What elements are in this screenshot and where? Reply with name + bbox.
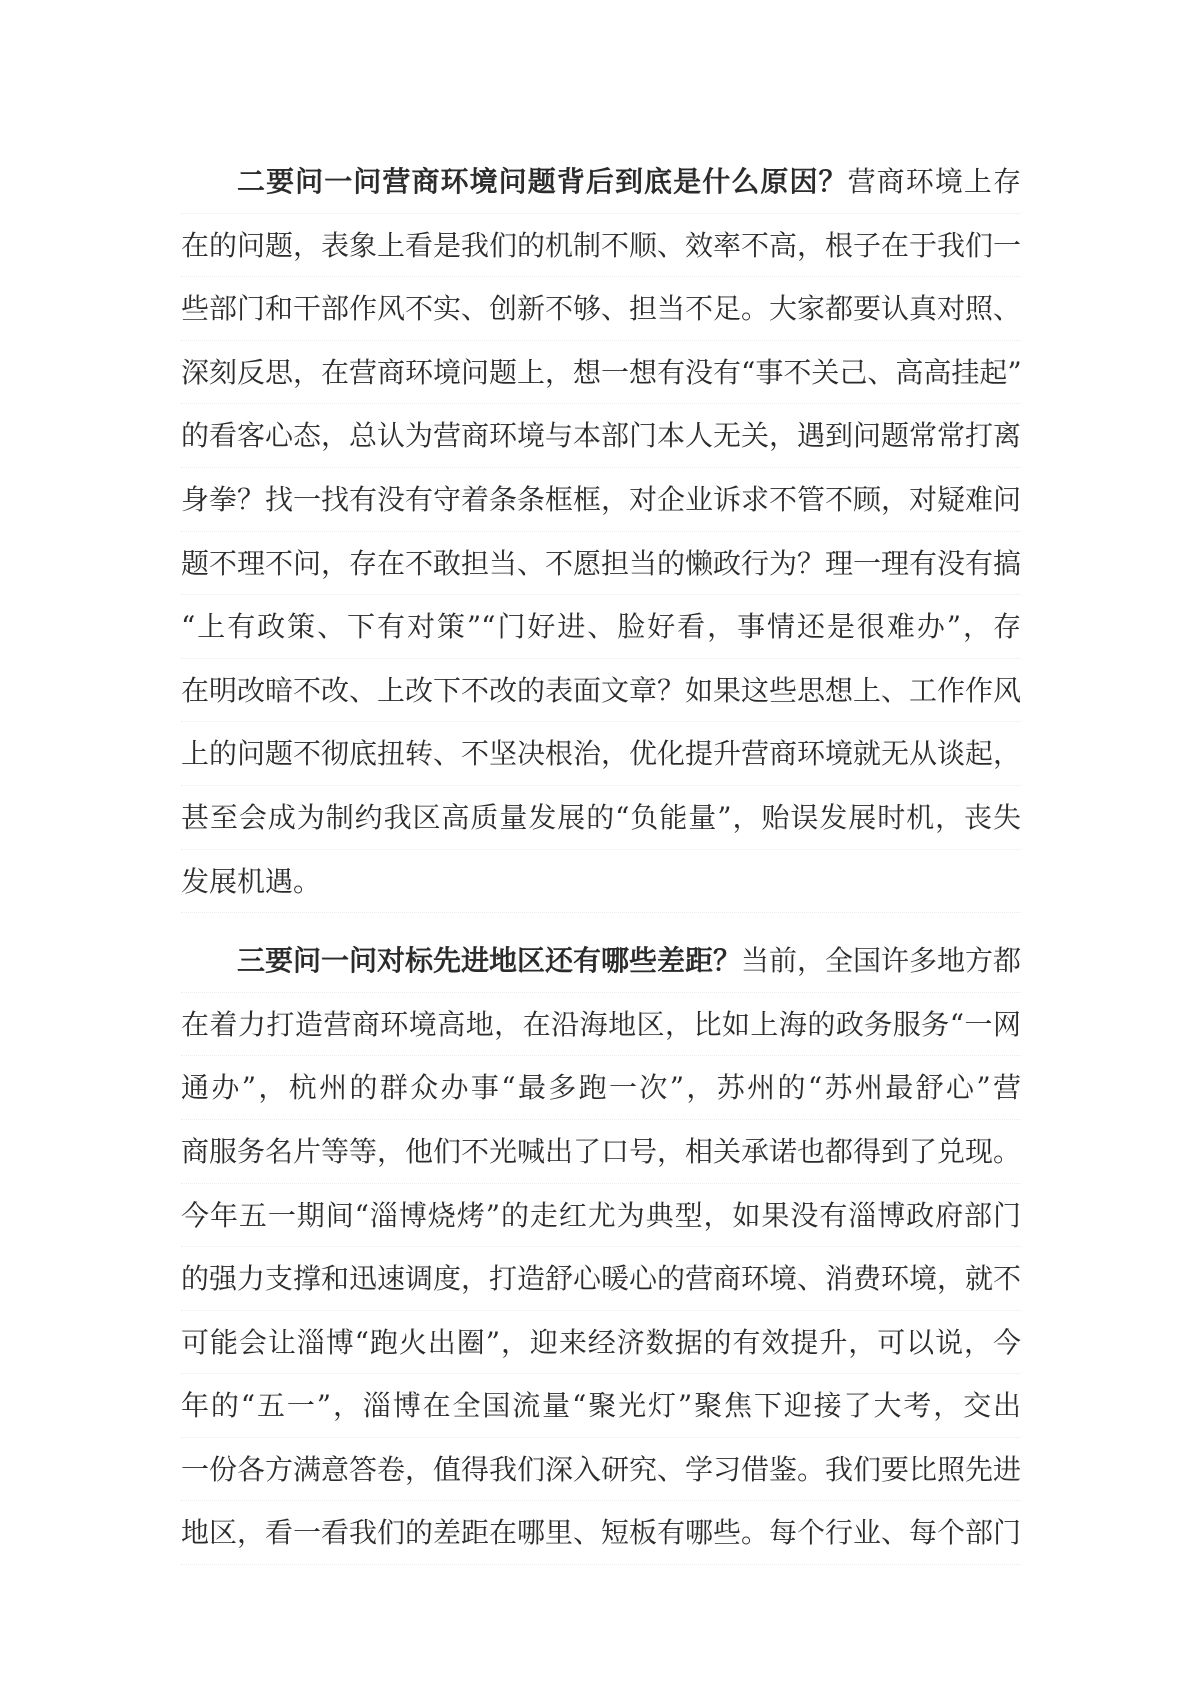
document-body	[181, 150, 1021, 1565]
text-line: 甚至会成为制约我区高质量发展的“负能量”，贻误发展时机，丧失	[181, 786, 1021, 850]
text-line: 的强力支撑和迅速调度，打造舒心暖心的营商环境、消费环境，就不	[181, 1247, 1021, 1311]
text-line: 商服务名片等等，他们不光喊出了口号，相关承诺也都得到了兑现。	[181, 1120, 1021, 1184]
text-line: 可能会让淄博“跑火出圈”，迎来经济数据的有效提升，可以说，今	[181, 1311, 1021, 1375]
text-line: 在的问题，表象上看是我们的机制不顺、效率不高，根子在于我们一	[181, 214, 1021, 278]
paragraph-lead: 二要问一问营商环境问题背后到底是什么原因？	[237, 165, 848, 198]
line-text: 营商环境上存	[847, 165, 1021, 198]
paragraph-lead: 三要问一问对标先进地区还有哪些差距？	[237, 944, 742, 978]
text-line: 的看客心态，总认为营商环境与本部门本人无关，遇到问题常常打离	[181, 404, 1021, 468]
text-line: 上的问题不彻底扭转、不坚决根治，优化提升营商环境就无从谈起，	[181, 722, 1021, 786]
text-line: 年的“五一”，淄博在全国流量“聚光灯”聚焦下迎接了大考，交出	[181, 1374, 1021, 1438]
text-line: 题不理不问，存在不敢担当、不愿担当的懒政行为？理一理有没有搞	[181, 532, 1021, 596]
paragraph-spacer	[181, 913, 1021, 929]
text-line: 通办”，杭州的群众办事“最多跑一次”，苏州的“苏州最舒心”营	[181, 1056, 1021, 1120]
text-line: 发展机遇。	[181, 850, 1021, 914]
text-line: 今年五一期间“淄博烧烤”的走红尤为典型，如果没有淄博政府部门	[181, 1184, 1021, 1248]
paragraph-2	[181, 150, 1021, 913]
text-line	[181, 150, 1021, 214]
text-line: 一份各方满意答卷，值得我们深入研究、学习借鉴。我们要比照先进	[181, 1438, 1021, 1502]
text-line: 地区，看一看我们的差距在哪里、短板有哪些。每个行业、每个部门	[181, 1501, 1021, 1565]
text-line: “上有政策、下有对策”“门好进、脸好看，事情还是很难办”，存	[181, 595, 1021, 659]
text-line: 在着力打造营商环境高地，在沿海地区，比如上海的政务服务“一网	[181, 993, 1021, 1057]
text-line: 深刻反思，在营商环境问题上，想一想有没有“事不关己、高高挂起”	[181, 341, 1021, 405]
text-line: 身拳？找一找有没有守着条条框框，对企业诉求不管不顾，对疑难问	[181, 468, 1021, 532]
line-text: 当前，全国许多地方都	[741, 944, 1022, 978]
text-line: 在明改暗不改、上改下不改的表面文章？如果这些思想上、工作作风	[181, 659, 1021, 723]
paragraph-3	[181, 929, 1021, 1565]
text-line: 些部门和干部作风不实、创新不够、担当不足。大家都要认真对照、	[181, 277, 1021, 341]
text-line	[181, 929, 1021, 993]
